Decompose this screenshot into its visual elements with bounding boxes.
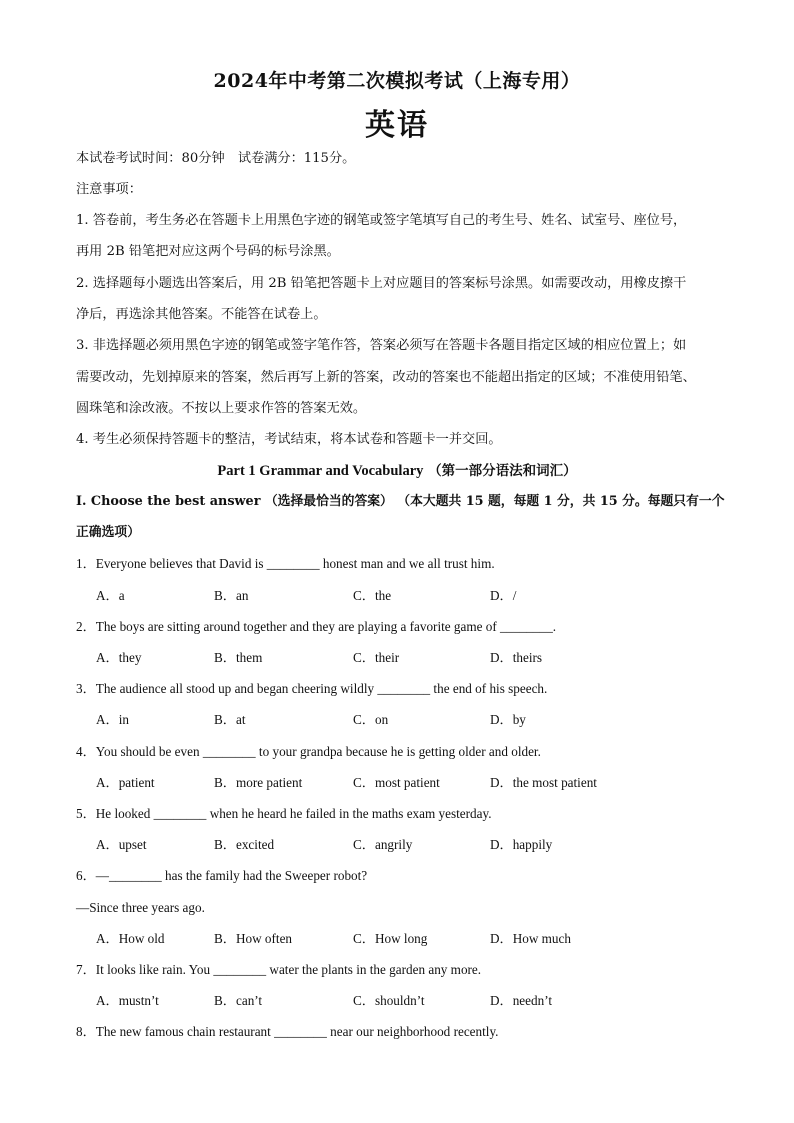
option-a: A．they [96,650,142,665]
part-title-en: Part 1 Grammar and Vocabulary [217,463,424,479]
notice-line: 再用 2B 铅笔把对应这两个号码的标号涂黑。 [76,244,340,259]
option-a: A．upset [96,837,147,852]
exam-info: 本试卷考试时间：80分钟 试卷满分：115分。 [76,151,356,166]
notice-line: 4. 考生必须保持答题卡的整洁，考试结束，将本试卷和答题卡一并交回。 [76,432,502,447]
notice-line: 圆珠笔和涂改液。不按以上要求作答的答案无效。 [76,401,367,416]
question-options [96,587,736,605]
question-dialog-reply: —Since three years ago. [76,900,205,915]
option-c: C．their [353,650,400,665]
question-options [96,836,736,854]
question-options [96,649,736,667]
question-stem: 4．You should be even ________ to your grandpa because he is getting older and older. [76,744,541,759]
option-a: A．patient [96,775,155,790]
option-b: B．excited [214,837,275,852]
question-stem: 6．—________ has the family had the Sweeper robot? [76,868,368,883]
option-c: C．How long [353,931,428,946]
notice-line: 3. 非选择题必须用黑色字迹的钢笔或签字笔作答，答案必须写在答题卡各题目指定区域的相应位置上；如 [76,338,687,353]
notice-line: 需要改动，先划掉原来的答案，然后再写上新的答案，改动的答案也不能超出指定的区域；不准使用铅笔、 [76,370,696,385]
question-options [96,774,736,792]
part-heading [0,462,794,480]
option-d: D．How much [490,931,571,946]
option-d: D．by [490,712,526,727]
notice-heading: 注意事项： [76,182,142,197]
option-b: B．How often [214,931,293,946]
option-c: C．the [353,588,392,603]
option-b: B．more patient [214,775,303,790]
question-options [96,930,736,948]
section-instructions-cont: 正确选项） [76,525,140,540]
option-d: D．theirs [490,650,543,665]
option-b: B．can’t [214,993,263,1008]
exam-title: 2024年中考第二次模拟考试（上海专用） [213,70,581,92]
option-d: D．the most patient [490,775,597,790]
question-options [96,711,736,729]
question-stem: 8．The new famous chain restaurant ________ near our neighborhood recently. [76,1024,499,1039]
question-stem: 2．The boys are sitting around together and they are playing a favorite game of ________. [76,619,557,634]
option-c: C．angrily [353,837,413,852]
option-b: B．them [214,650,263,665]
option-d: D．/ [490,588,517,603]
notice-line: 2. 选择题每小题选出答案后，用 2B 铅笔把答题卡上对应题目的答案标号涂黑。如需要改动，用橡皮擦干 [76,276,687,291]
option-c: C．shouldn’t [353,993,425,1008]
question-stem: 1．Everyone believes that David is ________ honest man and we all trust him. [76,556,495,571]
option-b: B．at [214,712,246,727]
option-a: A．mustn’t [96,993,159,1008]
option-a: A．in [96,712,129,727]
part-title-cn: （第一部分语法和词汇） [428,463,577,479]
option-c: C．most patient [353,775,440,790]
section-instructions: I. Choose the best answer （选择最恰当的答案） （本大题共 15 题，每题 1 分，共 15 分。每题只有一个 [76,494,725,509]
notice-line: 净后，再选涂其他答案。不能答在试卷上。 [76,307,327,322]
question-stem: 3．The audience all stood up and began cheering wildly ________ the end of his speech. [76,681,548,696]
subject-title: 英语 [365,108,429,143]
option-a: A．How old [96,931,165,946]
option-b: B．an [214,588,249,603]
question-stem: 7．It looks like rain. You ________ water the plants in the garden any more. [76,962,482,977]
notice-line: 1. 答卷前，考生务必在答题卡上用黑色字迹的钢笔或签字笔填写自己的考生号、姓名、试室号、座位号， [76,213,687,228]
question-stem: 5．He looked ________ when he heard he failed in the maths exam yesterday. [76,806,492,821]
question-options [96,992,736,1010]
option-d: D．happily [490,837,553,852]
option-a: A．a [96,588,125,603]
option-d: D．needn’t [490,993,553,1008]
option-c: C．on [353,712,389,727]
